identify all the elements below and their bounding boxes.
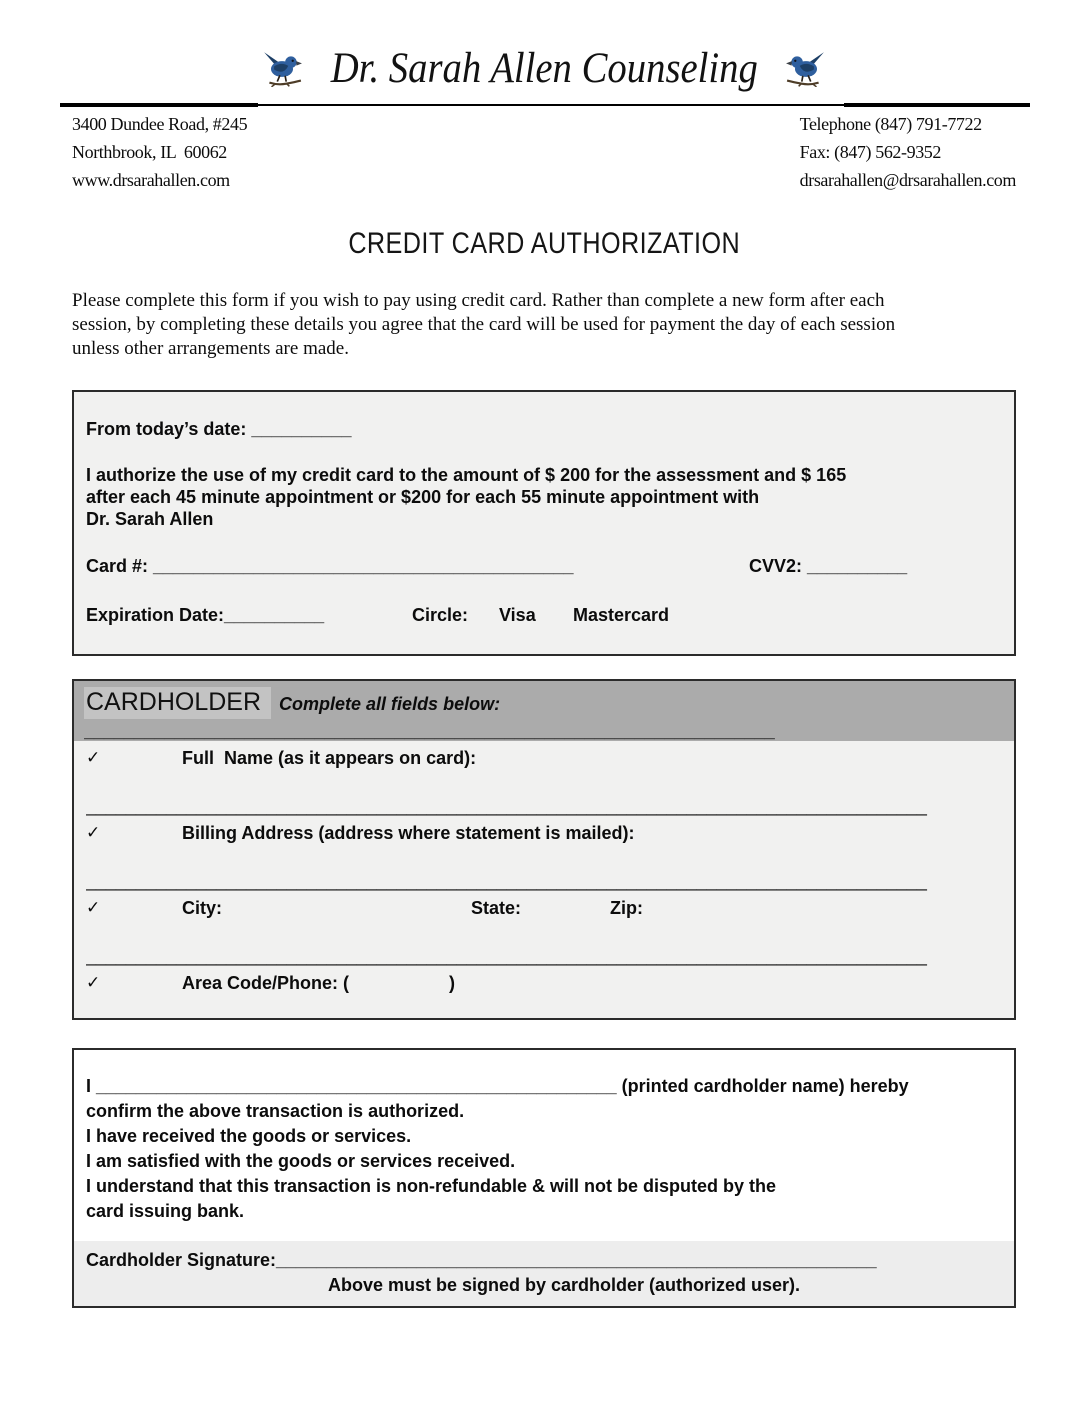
- bluebird-logo-left-icon: [261, 51, 303, 87]
- visa-option[interactable]: Visa: [499, 604, 536, 625]
- bluebird-logo-right-icon: [785, 51, 827, 87]
- check-icon: ✓: [86, 747, 101, 768]
- printed-name-suffix: (printed cardholder name) hereby: [616, 1075, 909, 1096]
- address-line: 3400 Dundee Road, #245: [72, 114, 248, 134]
- from-date-row: [86, 418, 1002, 440]
- intro-line: session, by completing these details you agree that the card will be used for payment the day of each session: [72, 313, 896, 335]
- header-rule: _____________________________________________________________________: [84, 724, 775, 741]
- full-name-label: Full Name (as it appears on card):: [182, 747, 477, 768]
- printed-name-prefix: I: [86, 1075, 97, 1096]
- statement-line: I am satisfied with the goods or services received.: [86, 1150, 516, 1171]
- from-date-field[interactable]: __________: [251, 418, 352, 439]
- phone-row: [86, 973, 1002, 994]
- billing-address-write-line[interactable]: ____________________________________________________________________________________: [86, 873, 927, 891]
- contact-block: [800, 111, 1016, 195]
- masthead-divider: [72, 101, 1016, 109]
- masthead: [72, 44, 1016, 93]
- expiration-date-field[interactable]: __________: [224, 604, 325, 625]
- signature-band: [74, 1241, 1014, 1306]
- check-icon: ✓: [86, 972, 101, 993]
- confirmation-statement: [74, 1050, 1014, 1224]
- intro-line: unless other arrangements are made.: [72, 337, 349, 359]
- state-label: State:: [471, 897, 522, 918]
- address-line: Northbrook, IL 60062: [72, 141, 227, 162]
- authorization-box: [72, 390, 1016, 656]
- document-title: CREDIT CARD AUTHORIZATION: [348, 226, 740, 260]
- fax-line: Fax: (847) 562-9352: [799, 141, 942, 162]
- zip-label: Zip:: [610, 897, 643, 918]
- cvv2-field[interactable]: __________: [807, 555, 908, 576]
- practice-title: Dr. Sarah Allen Counseling: [330, 45, 758, 92]
- signature-note: Above must be signed by cardholder (authorized user).: [327, 1274, 801, 1295]
- intro-line: Please complete this form if you wish to pay using credit card. Rather than complete a new form after each: [72, 289, 885, 311]
- cardholder-section-subtitle: Complete all fields below:: [279, 693, 501, 714]
- document-page: [72, 0, 1016, 1308]
- from-date-label: From today’s date:: [86, 418, 252, 439]
- confirmation-box: [72, 1048, 1016, 1308]
- authorization-statement: [86, 464, 1002, 530]
- mastercard-option[interactable]: Mastercard: [573, 604, 670, 625]
- phone-label: Area Code/Phone: ( ): [182, 972, 456, 993]
- billing-address-label: Billing Address (address where statement is mailed):: [182, 822, 635, 843]
- billing-address-row: [86, 823, 1002, 844]
- check-icon: ✓: [86, 897, 101, 918]
- circle-instruction-label: Circle:: [412, 604, 469, 625]
- statement-line: confirm the above transaction is authorized.: [86, 1100, 465, 1121]
- printed-name-row: [86, 1074, 1002, 1099]
- printed-name-field[interactable]: ____________________________________________________: [96, 1075, 617, 1096]
- card-number-label: Card #:: [86, 555, 154, 576]
- signature-label: Cardholder Signature:: [86, 1249, 277, 1270]
- signature-row: [86, 1250, 1002, 1271]
- email-line: drsarahallen@drsarahallen.com: [799, 169, 1016, 190]
- statement-line: I understand that this transaction is non-refundable & will not be disputed by the: [86, 1175, 777, 1196]
- expiration-row: [86, 604, 1002, 626]
- authorization-line: I authorize the use of my credit card to the amount of $ 200 for the assessment and $ 165: [86, 464, 847, 485]
- cardholder-fields: [74, 741, 1014, 1018]
- cvv2-label: CVV2:: [749, 555, 808, 576]
- statement-line: I have received the goods or services.: [86, 1125, 412, 1146]
- address-block: [72, 111, 247, 195]
- telephone-line: Telephone (847) 791-7722: [799, 114, 982, 134]
- authorization-line: after each 45 minute appointment or $200 for each 55 minute appointment with: [86, 486, 760, 507]
- cardholder-signature-field[interactable]: ____________________________________________________________: [276, 1249, 877, 1270]
- authorization-line: Dr. Sarah Allen: [86, 508, 214, 529]
- intro-paragraph: [72, 289, 1016, 361]
- card-number-row: [86, 555, 1002, 577]
- contact-header: [72, 111, 1016, 195]
- statement-line: card issuing bank.: [86, 1200, 245, 1221]
- card-number-field[interactable]: __________________________________________: [153, 555, 574, 576]
- city-state-zip-row: [86, 898, 1002, 919]
- cardholder-section-header: [74, 681, 1014, 741]
- website-link: www.drsarahallen.com: [72, 169, 230, 190]
- cardholder-section-title: CARDHOLDER: [84, 687, 271, 719]
- expiration-label: Expiration Date:: [86, 604, 225, 625]
- cvv2-group: [749, 555, 907, 577]
- full-name-write-line[interactable]: ____________________________________________________________________________________: [86, 798, 927, 816]
- full-name-row: [86, 748, 1002, 769]
- cardholder-section: [72, 679, 1016, 1020]
- city-state-zip-write-line[interactable]: ____________________________________________________________________________________: [86, 948, 927, 966]
- city-label: City:: [182, 897, 222, 918]
- check-icon: ✓: [86, 822, 101, 843]
